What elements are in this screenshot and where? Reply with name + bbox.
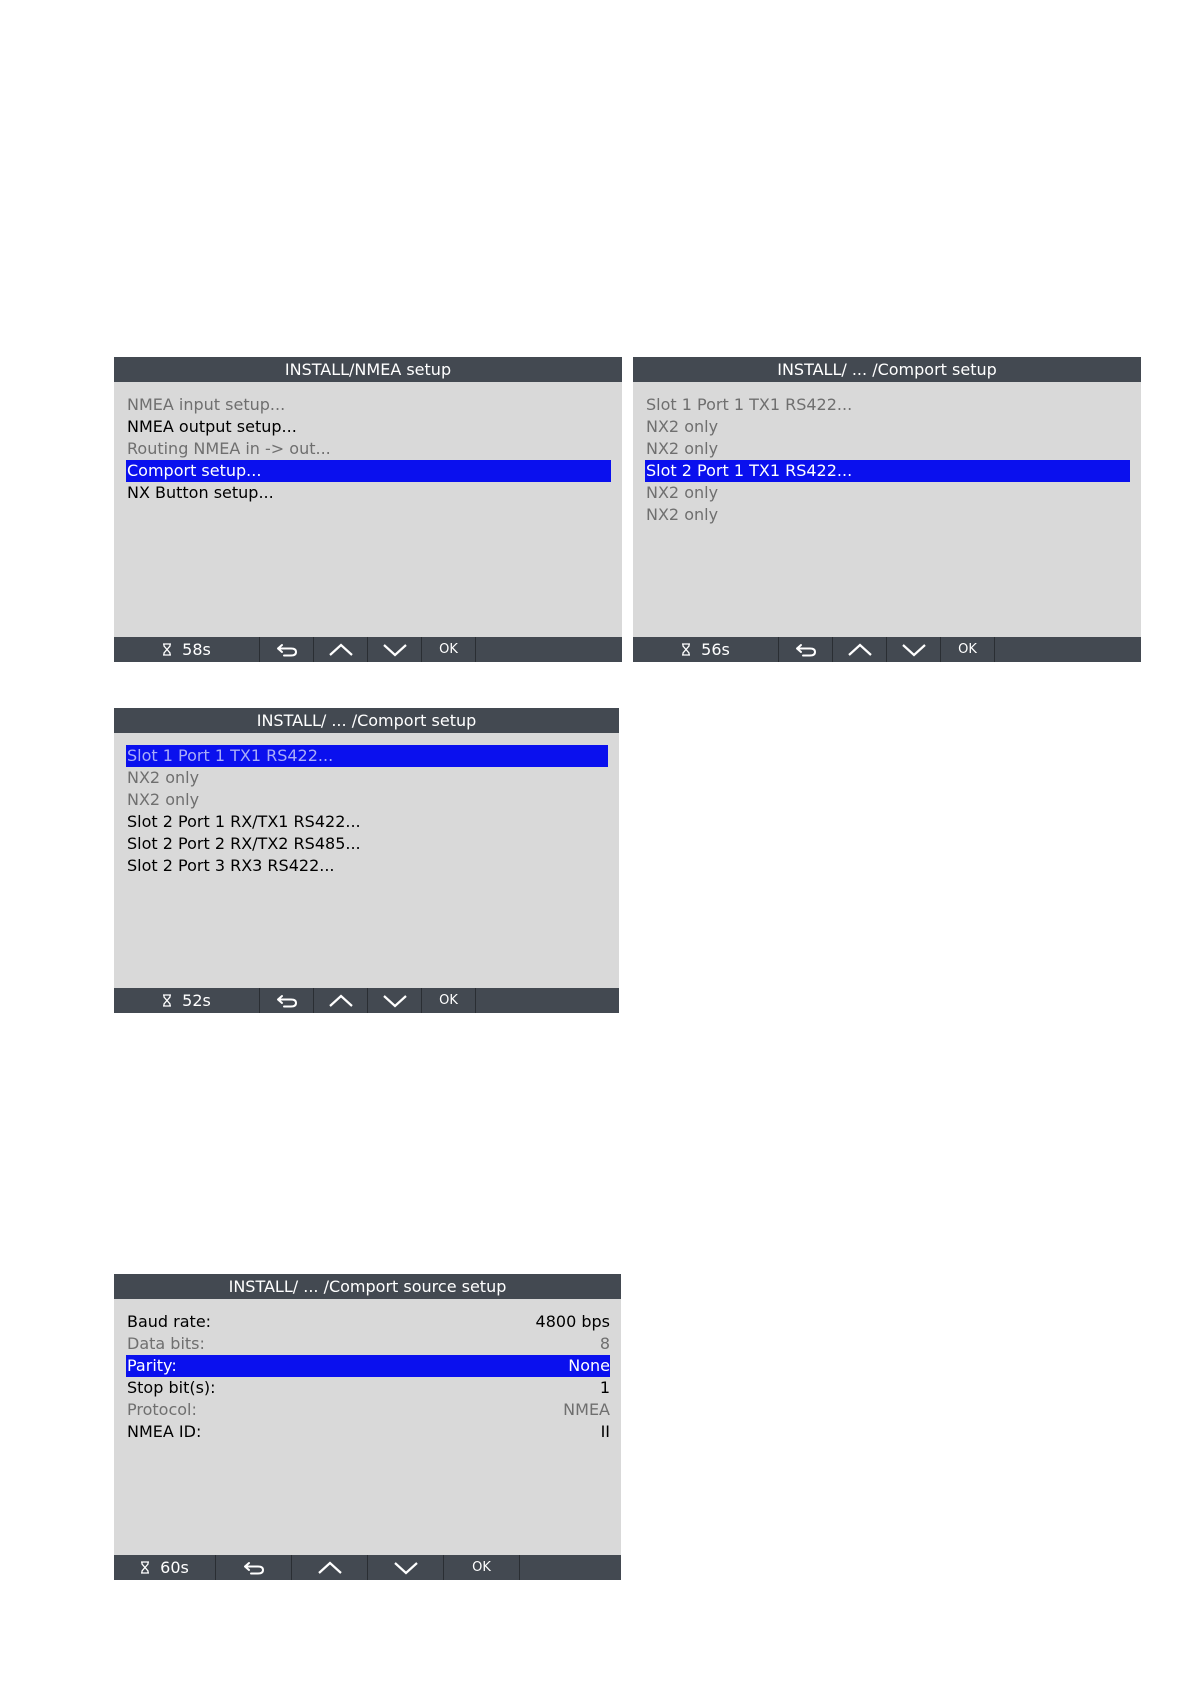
menu-item-nmea-output-setup[interactable]: NMEA output setup... (127, 417, 297, 436)
screen-comport-setup-2 (114, 708, 619, 1013)
back-icon (275, 993, 299, 1009)
timeout-indicator (114, 637, 260, 662)
screen-comport-setup-1 (633, 357, 1141, 662)
setting-label: Baud rate: (127, 1312, 212, 1331)
ok-button[interactable]: OK (422, 988, 476, 1013)
setting-label: NMEA ID: (127, 1422, 202, 1441)
back-button[interactable] (216, 1555, 292, 1580)
setting-data-bits[interactable] (126, 1333, 610, 1355)
menu-item-routing-nmea[interactable]: Routing NMEA in -> out... (127, 439, 331, 458)
screen-comport-source-setup (114, 1274, 621, 1580)
softkey-bar (114, 1555, 621, 1580)
menu-item-slot1-port1[interactable]: Slot 1 Port 1 TX1 RS422... (646, 395, 853, 414)
setting-protocol[interactable] (126, 1399, 610, 1421)
down-arrow-icon (382, 994, 408, 1008)
hourglass-icon (681, 643, 691, 656)
up-arrow-icon (328, 643, 354, 657)
down-arrow-icon (901, 643, 927, 657)
setting-label: Protocol: (127, 1400, 197, 1419)
setting-baud-rate[interactable] (126, 1311, 610, 1333)
menu-item-nx2-only[interactable]: NX2 only (127, 768, 200, 787)
timeout-value: 56s (701, 640, 730, 659)
back-icon (242, 1560, 266, 1576)
setting-label: Data bits: (127, 1334, 205, 1353)
timeout-indicator (114, 1555, 216, 1580)
setting-nmea-id[interactable] (126, 1421, 610, 1443)
back-button[interactable] (260, 637, 314, 662)
back-button[interactable] (260, 988, 314, 1013)
up-arrow-icon (317, 1561, 343, 1575)
setting-label: Stop bit(s): (127, 1378, 216, 1397)
setting-value: II (600, 1422, 610, 1441)
hourglass-icon (162, 994, 172, 1007)
menu-list (126, 745, 608, 877)
down-button[interactable] (368, 637, 422, 662)
menu-item-nx2-only[interactable]: NX2 only (646, 483, 719, 502)
timeout-value: 52s (182, 991, 211, 1010)
ok-button[interactable]: OK (422, 637, 476, 662)
screen-title: INSTALL/ ... /Comport setup (633, 357, 1141, 382)
back-icon (794, 642, 818, 658)
screen-title: INSTALL/ ... /Comport source setup (114, 1274, 621, 1299)
timeout-indicator (633, 637, 779, 662)
back-icon (275, 642, 299, 658)
setting-value: NMEA (563, 1400, 610, 1419)
setting-label: Parity: (127, 1356, 177, 1375)
settings-list (126, 1311, 610, 1443)
hourglass-icon (140, 1561, 150, 1574)
menu-item-nx2-only[interactable]: NX2 only (646, 505, 719, 524)
back-button[interactable] (779, 637, 833, 662)
menu-item-slot1-port1[interactable]: Slot 1 Port 1 TX1 RS422... (126, 745, 608, 767)
menu-item-nmea-input-setup[interactable]: NMEA input setup... (127, 395, 286, 414)
softkey-bar (114, 988, 619, 1013)
menu-list (126, 394, 611, 504)
hourglass-icon (162, 643, 172, 656)
up-arrow-icon (847, 643, 873, 657)
up-button[interactable] (292, 1555, 368, 1580)
timeout-value: 60s (160, 1558, 189, 1577)
menu-item-nx2-only[interactable]: NX2 only (646, 417, 719, 436)
menu-item-nx2-only[interactable]: NX2 only (646, 439, 719, 458)
up-button[interactable] (314, 637, 368, 662)
ok-button[interactable]: OK (444, 1555, 520, 1580)
down-button[interactable] (368, 988, 422, 1013)
up-button[interactable] (314, 988, 368, 1013)
setting-value: 1 (599, 1378, 610, 1397)
menu-item-comport-setup[interactable]: Comport setup... (126, 460, 611, 482)
setting-value: None (568, 1356, 610, 1375)
menu-item-slot2-port3[interactable]: Slot 2 Port 3 RX3 RS422... (127, 856, 335, 875)
screen-title: INSTALL/ ... /Comport setup (114, 708, 619, 733)
up-button[interactable] (833, 637, 887, 662)
menu-item-slot2-port1[interactable]: Slot 2 Port 1 RX/TX1 RS422... (127, 812, 361, 831)
screen-nmea-setup (114, 357, 622, 662)
up-arrow-icon (328, 994, 354, 1008)
down-arrow-icon (393, 1561, 419, 1575)
menu-item-nx-button-setup[interactable]: NX Button setup... (127, 483, 274, 502)
down-arrow-icon (382, 643, 408, 657)
softkey-bar (114, 637, 622, 662)
menu-list (645, 394, 1130, 526)
timeout-value: 58s (182, 640, 211, 659)
menu-item-slot2-port2[interactable]: Slot 2 Port 2 RX/TX2 RS485... (127, 834, 361, 853)
setting-stop-bits[interactable] (126, 1377, 610, 1399)
setting-value: 8 (599, 1334, 610, 1353)
screen-title: INSTALL/NMEA setup (114, 357, 622, 382)
setting-parity[interactable] (126, 1355, 610, 1377)
menu-item-nx2-only[interactable]: NX2 only (127, 790, 200, 809)
down-button[interactable] (368, 1555, 444, 1580)
setting-value: 4800 bps (535, 1312, 610, 1331)
ok-button[interactable]: OK (941, 637, 995, 662)
softkey-bar (633, 637, 1141, 662)
menu-item-slot2-port1[interactable]: Slot 2 Port 1 TX1 RS422... (645, 460, 1130, 482)
timeout-indicator (114, 988, 260, 1013)
down-button[interactable] (887, 637, 941, 662)
